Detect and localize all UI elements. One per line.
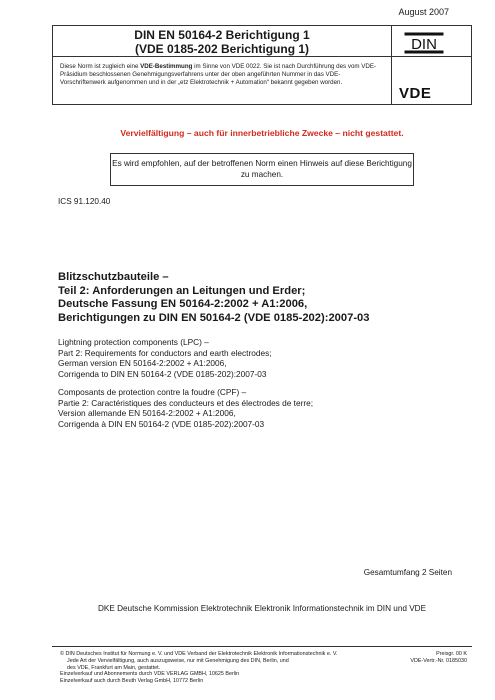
title-de-line: Teil 2: Anforderungen an Leitungen und Erder; [58,284,306,297]
page-count: Gesamtumfang 2 Seiten [363,568,452,577]
title-french [58,387,478,429]
document-title [53,26,391,56]
title-en-line: Corrigenda to DIN EN 50164-2 (VDE 0185-202):2007-03 [58,368,267,379]
price-group: Preisgr. 00 K [436,651,467,657]
title-fr-line: Corrigenda à DIN EN 50164-2 (VDE 0185-202):2007-03 [58,418,265,429]
header-vertical-divider [391,25,392,105]
title-en-line: Lightning protection components (LPC) – [58,337,209,347]
issue-date: August 2007 [398,7,449,17]
title-fr-line: Composants de protection contre la foudre (CPF) – [58,387,247,397]
title-en-line: German version EN 50164-2:2002 + A1:2006, [58,358,227,368]
footer-divider [52,646,472,647]
order-number: VDE-Vertr.-Nr. 0185030 [410,657,467,664]
footer-sale-line: Einzelverkauf und Abonnements durch VDE VERLAG GMBH, 10625 Berlin [60,671,240,678]
title-en-line: Part 2: Requirements for conductors and earth electrodes; [58,347,272,358]
notice-text-bold: VDE-Bestimmung [140,63,193,70]
footer-copyright [60,651,390,685]
hint-box: Es wird empfohlen, auf der betroffenen Norm einen Hinweis auf diese Berichtigung zu machen. [110,153,414,186]
din-logo-text: DIN [411,36,437,53]
notice-text-post: im Sinne von VDE 0022. Sie ist nach Durchführung des vom VDE-Präsidium beschlossenen Genehmigungsverfahrens unter der oben angeführten Nummer in das VDE-Vorschriftenwerk aufgenommen und in der „etz Elektrotechnik + Automation“ bekannt gegeben worden. [60,63,377,86]
notice-text-pre: Diese Norm ist zugleich eine [60,63,141,70]
title-line-1: DIN EN 50164-2 Berichtigung 1 [134,28,310,42]
ics-code: ICS 91.120.40 [58,197,111,206]
footer-rights-line: des VDE, Frankfurt am Main, gestattet. [67,664,161,671]
vde-logo-icon: VDE [399,85,432,102]
footer-copyright-line: © DIN Deutsches Institut für Normung e. V. und VDE Verband der Elektrotechnik Elektronik Informationstechnik e. V. [60,651,338,657]
vde-notice [60,63,385,87]
title-fr-line: Partie 2: Caractéristiques des conducteurs et des électrodes de terre; [58,397,314,408]
footer-sale-line: Einzelverkauf auch durch Beuth Verlag GmbH, 10772 Berlin [60,678,204,685]
title-line-2: (VDE 0185-202 Berichtigung 1) [134,42,310,56]
copy-warning: Vervielfältigung – auch für innerbetriebliche Zwecke – nicht gestattet. [120,128,404,138]
title-fr-line: Version allemande EN 50164-2:2002 + A1:2006, [58,408,236,418]
title-de-line: Blitzschutzbauteile – [58,271,169,283]
title-english [58,337,478,379]
title-de-line: Deutsche Fassung EN 50164-2:2002 + A1:2006, [58,298,308,310]
committee-line: DKE Deutsche Kommission Elektrotechnik Elektronik Informationstechnik im DIN und VDE [97,604,427,613]
footer-price [410,651,467,665]
footer-rights-line: Jede Art der Vervielfältigung, auch auszugsweise, nur mit Genehmigung des DIN, Berlin, und [67,657,289,664]
header-divider [52,56,472,57]
din-logo-icon [404,32,444,54]
title-de-line: Berichtigungen zu DIN EN 50164-2 (VDE 0185-202):2007-03 [58,311,370,324]
title-german [58,271,478,325]
